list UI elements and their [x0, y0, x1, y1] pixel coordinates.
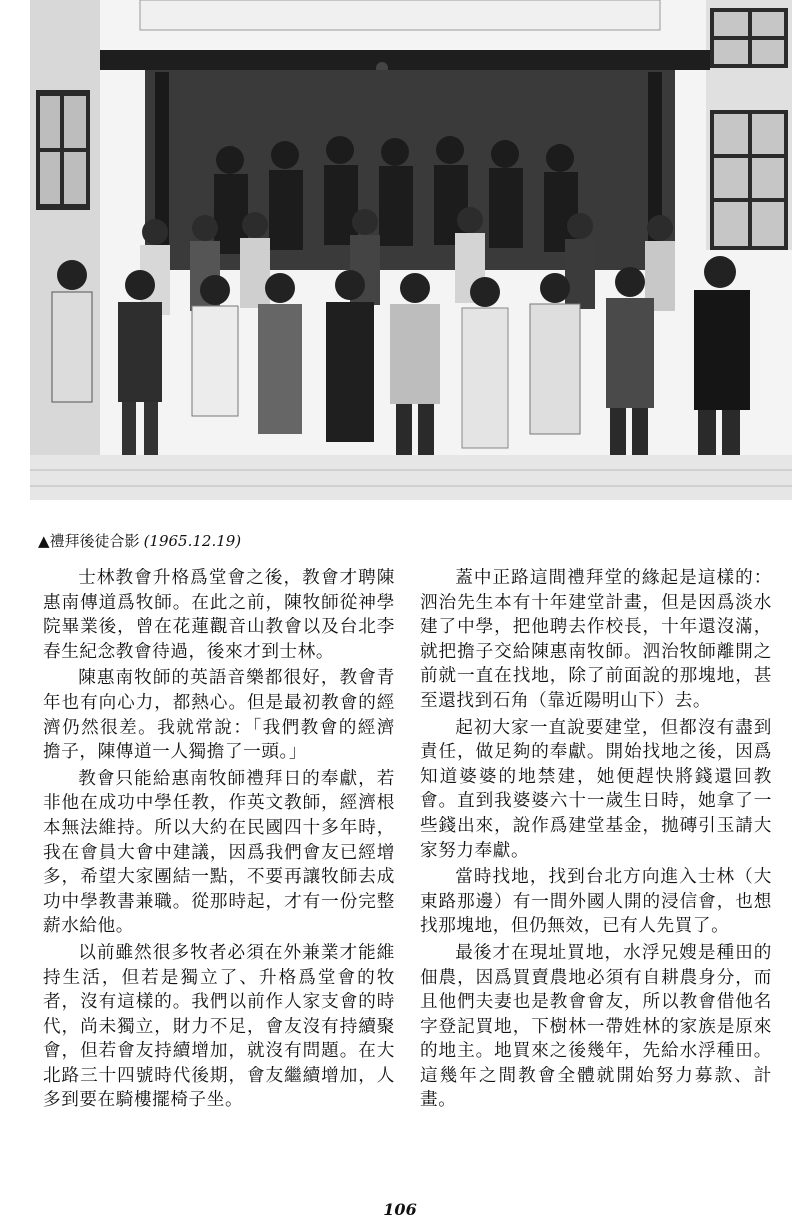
paragraph: 以前雖然很多牧者必須在外兼業才能維持生活，但若是獨立了、升格爲堂會的牧者，沒有這樣的。我們以前作人家支會的時代，尚未獨立，財力不足，會友沒有持續聚會，但若會友持續增加，就沒有問題。在大北路三十四號時代後期，會友繼續增加，人多到要在騎樓擺椅子坐。 [43, 942, 395, 1111]
group-photo-icon [30, 0, 792, 500]
paragraph: 教會只能給惠南牧師禮拜日的奉獻，若非他在成功中學任教，作英文教師，經濟根本無法維持。所以大約在民國四十多年時，我在會員大會中建議，因爲我們會友已經增多，希望大家團結一點，不要再讓牧師去成功中學教書兼職。從那時起，才有一份完整薪水給他。 [43, 768, 395, 937]
paragraph: 陳惠南牧師的英語音樂都很好，教會青年也有向心力，都熱心。但是最初教會的經濟仍然很差。我就常說：「我們教會的經濟擔子，陳傳道一人獨擔了一頭。」 [43, 668, 395, 763]
caption-date: (1965.12.19) [143, 532, 242, 550]
photo-caption [38, 530, 241, 551]
caption-text: 禮拜後徒合影 [49, 532, 140, 550]
left-column [43, 566, 395, 1113]
paragraph: 起初大家一直說要建堂，但都沒有盡到責任，做足夠的奉獻。開始找地之後，因爲知道婆婆的地禁建，她便趕快將錢還回教會。直到我婆婆六十一歲生日時，她拿了一些錢出來，說作爲建堂基金，拋磚引玉請大家努力奉獻。 [420, 717, 772, 861]
caption-marker: ▲ [38, 532, 50, 550]
paragraph: 士林教會升格爲堂會之後，教會才聘陳惠南傳道爲牧師。在此之前，陳牧師從神學院畢業後，曾在花蓮觀音山教會以及台北李春生紀念教會待過，後來才到士林。 [43, 568, 395, 662]
paragraph: 蓋中正路這間禮拜堂的緣起是這樣的：泗治先生本有十年建堂計畫，但是因爲淡水建了中學，把他聘去作校長，十年還沒滿，就把擔子交給陳惠南牧師。泗治牧師離開之前就一直在找地，除了前面說的那塊地，甚至還找到石角（靠近陽明山下）去。 [420, 568, 772, 711]
right-column [420, 566, 772, 1113]
group-photo [30, 0, 792, 500]
paragraph: 最後才在現址買地，水浮兄嫂是種田的佃農，因爲買賣農地必須有自耕農身分，而且他們夫妻也是教會會友，所以教會借他名字登記買地，下樹林一帶姓林的家族是原來的地主。地買來之後幾年，先給水浮種田。這幾年之間教會全體就開始努力募款、計畫。 [420, 942, 772, 1111]
page-number: 106 [383, 1200, 417, 1219]
paragraph: 當時找地，找到台北方向進入士林（大東路那邊）有一間外國人開的浸信會，也想找那塊地，但仍無效，已有人先買了。 [420, 867, 772, 937]
